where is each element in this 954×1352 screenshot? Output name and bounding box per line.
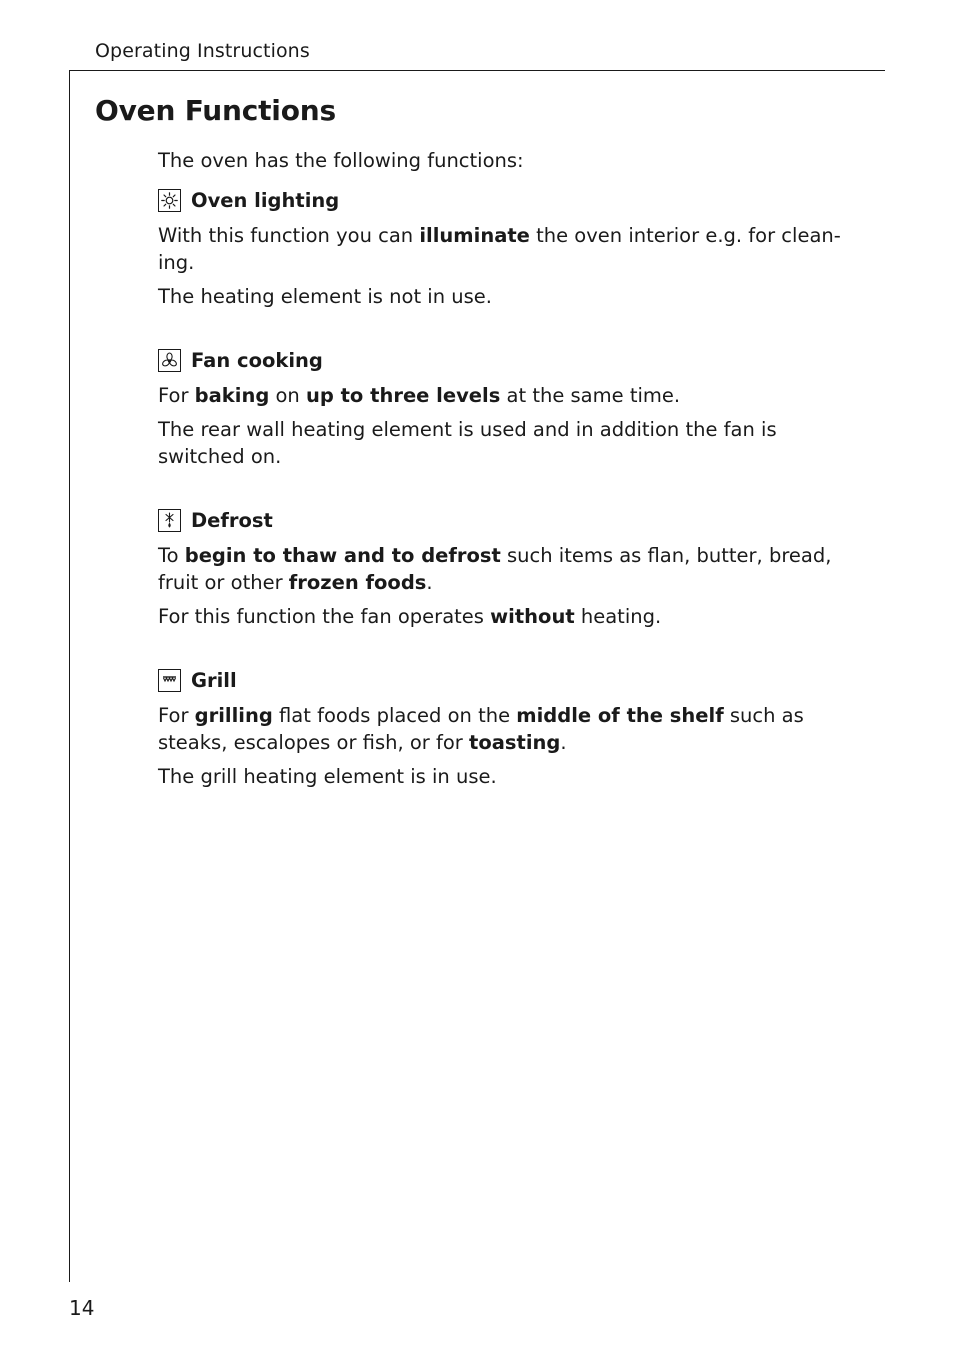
running-header: Operating Instructions bbox=[95, 40, 310, 62]
page-number: 14 bbox=[69, 1296, 95, 1320]
margin-rule bbox=[69, 70, 70, 1282]
intro-text: The oven has the following functions: bbox=[158, 149, 524, 172]
section-grill bbox=[158, 666, 858, 790]
section-note: For this function the fan operates without heating. bbox=[158, 605, 662, 628]
section-heading bbox=[158, 346, 858, 374]
section-title: Grill bbox=[191, 668, 237, 692]
section-note: The rear wall heating element is used and in addition the fan is switched on. bbox=[158, 418, 777, 468]
page-content bbox=[158, 147, 858, 826]
section-defrost bbox=[158, 506, 858, 630]
section-title: Oven lighting bbox=[191, 188, 340, 212]
header-rule bbox=[69, 70, 885, 71]
section-fan-cooking bbox=[158, 346, 858, 470]
section-description: To begin to thaw and to defrost such items as flan, butter, bread, fruit or other frozen foods. bbox=[158, 544, 832, 594]
section-title: Defrost bbox=[191, 508, 273, 532]
oven-light-icon bbox=[158, 189, 181, 212]
grill-icon bbox=[158, 669, 181, 692]
section-note: The grill heating element is in use. bbox=[158, 765, 497, 788]
section-description: For baking on up to three levels at the same time. bbox=[158, 384, 681, 407]
fan-icon bbox=[158, 349, 181, 372]
section-heading bbox=[158, 666, 858, 694]
page-title: Oven Functions bbox=[95, 94, 336, 127]
section-description: With this function you can illuminate the oven interior e.g. for clean-ing. bbox=[158, 224, 841, 274]
section-heading bbox=[158, 506, 858, 534]
defrost-icon bbox=[158, 509, 181, 532]
section-oven-lighting bbox=[158, 186, 858, 310]
section-heading bbox=[158, 186, 858, 214]
section-description: For grilling flat foods placed on the middle of the shelf such as steaks, escalopes or fish, or for toasting. bbox=[158, 704, 804, 754]
section-note: The heating element is not in use. bbox=[158, 285, 492, 308]
section-title: Fan cooking bbox=[191, 348, 323, 372]
